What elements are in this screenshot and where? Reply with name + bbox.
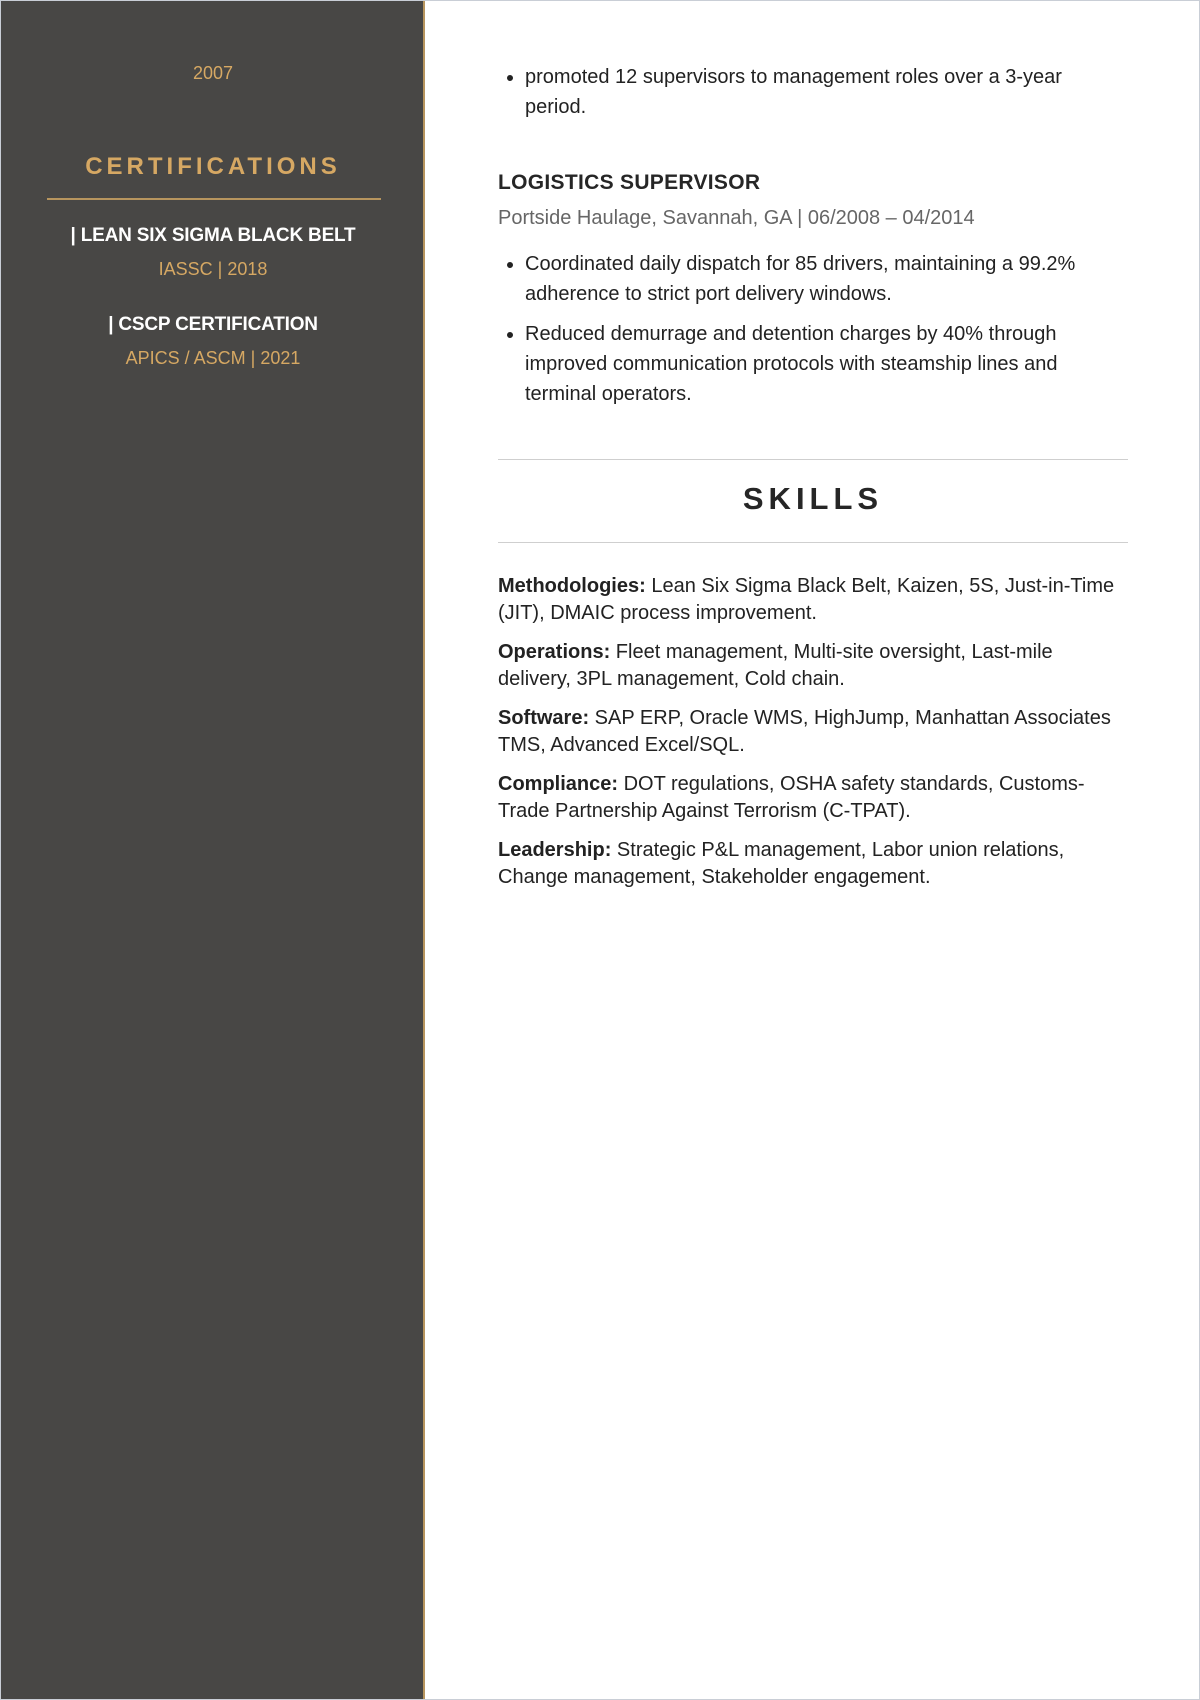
list-item: • Coordinated daily dispatch for 85 drivers, maintaining a 99.2% adherence to strict port delivery windows.	[525, 249, 1128, 309]
certifications-divider	[47, 198, 381, 200]
skill-label: Software:	[498, 707, 590, 729]
skill-text: Lean Six Sigma Black Belt, Kaizen, 5S, Just-in-Time (JIT), DMAIC process improvement.	[498, 575, 1115, 624]
prior-job-bullets	[498, 62, 1128, 132]
list-item: • Reduced demurrage and detention charges by 40% through improved communication protocols with steamship lines and terminal operators.	[525, 319, 1128, 409]
skills-heading: SKILLS	[742, 481, 884, 516]
skill-text: SAP ERP, Oracle WMS, HighJump, Manhattan Associates TMS, Advanced Excel/SQL.	[498, 707, 1111, 756]
education-year: 2007	[192, 63, 234, 83]
skill-entry	[498, 573, 1128, 627]
skill-label: Operations:	[498, 641, 611, 663]
sidebar	[1, 1, 425, 1700]
job-meta: Portside Haulage, Savannah, GA | 06/2008 – 04/2014	[498, 207, 975, 229]
skills-bottom-divider	[498, 542, 1128, 543]
skills-list	[498, 573, 1128, 903]
certification-meta: APICS / ASCM | 2021	[125, 348, 301, 368]
skill-text: DOT regulations, OSHA safety standards, Customs-Trade Partnership Against Terrorism (C-TPAT).	[498, 773, 1085, 822]
skill-text: Fleet management, Multi-site oversight, Last-mile delivery, 3PL management, Cold chain.	[498, 641, 1053, 690]
skills-top-divider	[498, 459, 1128, 460]
list-item: • promoted 12 supervisors to management roles over a 3-year period.	[525, 62, 1128, 122]
job-bullets	[498, 249, 1128, 419]
skill-label: Compliance:	[498, 773, 619, 795]
certifications-heading: CERTIFICATIONS	[85, 153, 341, 180]
skill-label: Methodologies:	[498, 575, 646, 597]
skill-label: Leadership:	[498, 839, 612, 861]
job-title: LOGISTICS SUPERVISOR	[498, 171, 761, 194]
skill-entry	[498, 705, 1128, 759]
skill-text: Strategic P&L management, Labor union relations, Change management, Stakeholder engagement.	[498, 839, 1065, 888]
main-content	[498, 1, 1128, 1700]
certification-meta: IASSC | 2018	[158, 259, 268, 279]
certification-title: | CSCP CERTIFICATION	[108, 314, 318, 335]
skill-entry	[498, 771, 1128, 825]
skill-entry	[498, 837, 1128, 891]
skill-entry	[498, 639, 1128, 693]
certification-title: | LEAN SIX SIGMA BLACK BELT	[70, 225, 356, 246]
